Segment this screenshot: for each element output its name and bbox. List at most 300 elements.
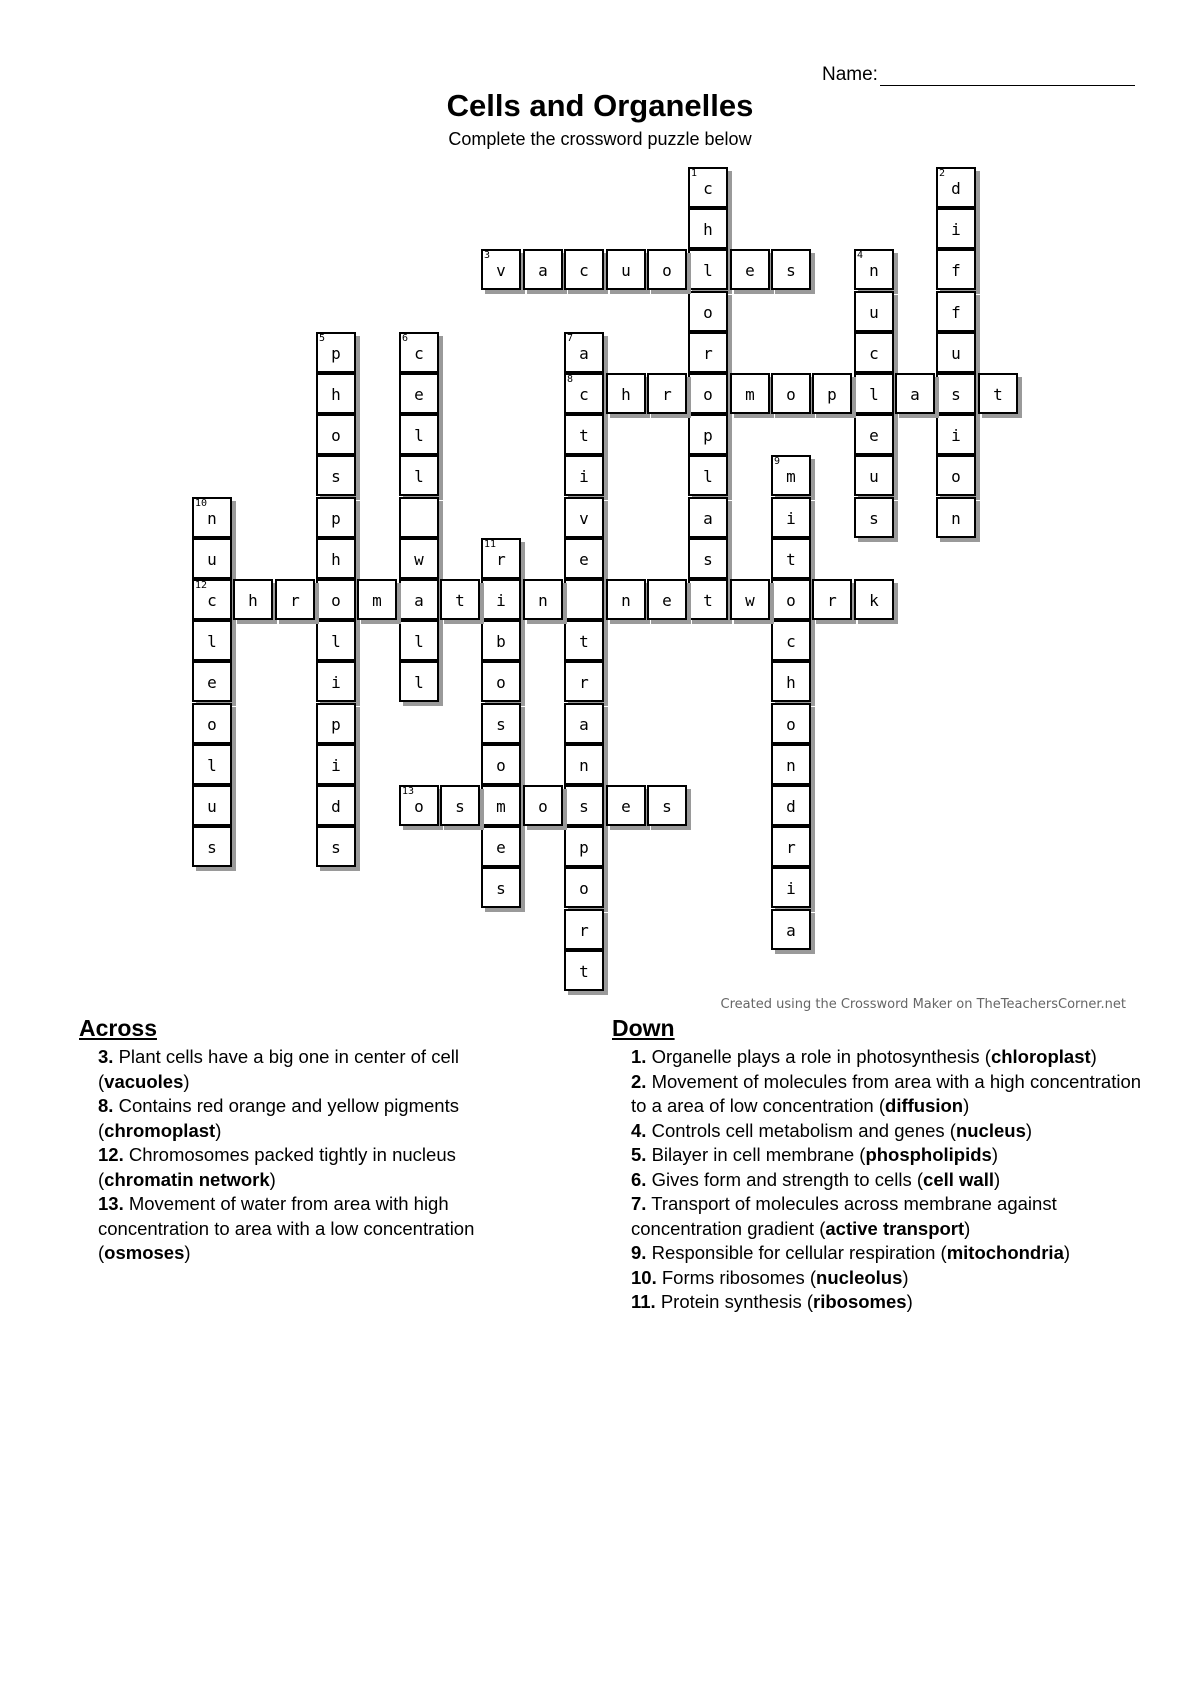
clue-text: Movement of water from area with high concentration to area with a low concentration ( (98, 1193, 475, 1263)
crossword-cell[interactable] (771, 703, 811, 744)
cell-letter: m (372, 591, 382, 610)
cell-letter: r (579, 921, 589, 940)
crossword-cell[interactable] (647, 373, 687, 414)
clue-number: 10. (631, 1266, 657, 1288)
crossword-cell[interactable] (316, 332, 356, 373)
crossword-cell[interactable] (936, 167, 976, 208)
clue-answer: chloroplast (990, 1046, 1091, 1067)
clue-number: 4 (857, 250, 864, 261)
crossword-cell[interactable] (192, 661, 232, 702)
crossword-cell[interactable] (771, 867, 811, 908)
cell-letter: v (579, 509, 589, 528)
clue-number: 3. (98, 1046, 114, 1067)
clue-answer: mitochondria (946, 1242, 1064, 1263)
crossword-cell[interactable] (854, 373, 894, 414)
clue-item (612, 1070, 1142, 1119)
cell-letter: c (579, 261, 589, 280)
cell-letter: h (621, 385, 631, 404)
cell-letter: p (331, 715, 341, 734)
cell-letter: f (951, 303, 961, 322)
crossword-cell[interactable] (481, 785, 521, 826)
clue-number: 12 (195, 580, 208, 591)
clue-number: 12. (98, 1144, 124, 1165)
cell-letter: m (496, 797, 506, 816)
cell-letter: p (579, 838, 589, 857)
crossword-cell[interactable] (647, 249, 687, 290)
cell-letter: i (331, 756, 341, 775)
cell-letter: i (786, 879, 796, 898)
clue-text: Controls cell metabolism and genes ( (646, 1119, 956, 1141)
cell-letter: v (496, 261, 506, 280)
clue-number: 1. (631, 1046, 647, 1067)
crossword-cell[interactable] (523, 785, 563, 826)
cell-letter: a (786, 921, 796, 940)
cell-letter: s (496, 715, 506, 734)
cell-letter: a (579, 344, 589, 363)
cell-letter: o (331, 426, 341, 445)
cell-letter: n (621, 591, 631, 610)
clue-close: ) (269, 1168, 276, 1190)
cell-letter: r (496, 550, 506, 569)
clue-text: Chromosomes packed tightly in nucleus ( (98, 1144, 456, 1190)
crossword-cell[interactable] (606, 785, 646, 826)
crossword-cell[interactable] (688, 167, 728, 208)
crossword-cell[interactable] (399, 332, 439, 373)
clue-answer: phospholipids (865, 1144, 992, 1165)
crossword-cell[interactable] (523, 249, 563, 290)
crossword-cell[interactable] (895, 373, 935, 414)
crossword-cell[interactable] (771, 579, 811, 620)
clue-item (79, 1143, 549, 1192)
crossword-cell[interactable] (564, 703, 604, 744)
clue-text: Bilayer in cell membrane ( (646, 1144, 866, 1165)
crossword-cell[interactable] (192, 620, 232, 661)
clue-item (612, 1143, 1142, 1168)
crossword-cell[interactable] (564, 867, 604, 908)
cell-letter: c (786, 632, 796, 651)
cell-letter: l (414, 426, 424, 445)
clue-item (612, 1266, 1142, 1291)
crossword-cell[interactable] (771, 661, 811, 702)
cell-letter: n (579, 756, 589, 775)
crossword-cell[interactable] (481, 867, 521, 908)
crossword-cell[interactable] (688, 208, 728, 249)
crossword-cell[interactable] (771, 620, 811, 661)
down-heading: Down (612, 1015, 675, 1041)
crossword-cell[interactable] (854, 497, 894, 538)
crossword-cell[interactable] (606, 579, 646, 620)
crossword-cell[interactable] (564, 249, 604, 290)
cell-letter: f (951, 261, 961, 280)
clue-number: 8. (98, 1095, 114, 1116)
crossword-cell[interactable] (192, 703, 232, 744)
cell-letter: e (621, 797, 631, 816)
cell-letter: e (414, 385, 424, 404)
clue-item (612, 1045, 1142, 1070)
cell-letter: t (703, 591, 713, 610)
crossword-cell[interactable] (316, 455, 356, 496)
cell-letter: o (207, 715, 217, 734)
cell-letter: s (786, 261, 796, 280)
cell-letter: l (703, 261, 713, 280)
cell-letter: o (786, 715, 796, 734)
crossword-cell[interactable] (316, 414, 356, 455)
crossword-cell[interactable] (812, 579, 852, 620)
clue-answer: cell wall (923, 1168, 994, 1190)
clue-number: 13. (98, 1193, 124, 1214)
clue-close: ) (963, 1095, 970, 1116)
crossword-cell[interactable] (564, 497, 604, 538)
cell-letter: l (869, 385, 879, 404)
crossword-cell[interactable] (564, 538, 604, 579)
cell-letter: k (869, 591, 879, 610)
crossword-cell[interactable] (936, 497, 976, 538)
crossword-cell[interactable] (192, 744, 232, 785)
clue-item (612, 1290, 1142, 1315)
clue-close: ) (1090, 1046, 1097, 1067)
clue-text: Gives form and strength to cells ( (646, 1168, 924, 1190)
cell-letter: d (331, 797, 341, 816)
clue-number: 2. (631, 1070, 647, 1092)
crossword-cell[interactable] (316, 497, 356, 538)
crossword-cell[interactable] (192, 826, 232, 867)
cell-letter: d (951, 179, 961, 198)
crossword-cell[interactable] (481, 249, 521, 290)
cell-letter: u (951, 344, 961, 363)
crossword-cell[interactable] (192, 538, 232, 579)
credit-text: Created using the Crossword Maker on TheTeachersCorner.net (720, 997, 1126, 1012)
crossword-cell[interactable] (688, 249, 728, 290)
page-subtitle: Complete the crossword puzzle below (448, 129, 752, 149)
cell-letter: t (993, 385, 1003, 404)
cell-letter: n (869, 261, 879, 280)
crossword-cell[interactable] (771, 538, 811, 579)
crossword-cell[interactable] (688, 373, 728, 414)
cell-letter: w (745, 591, 755, 610)
cell-letter: a (579, 715, 589, 734)
crossword-cell[interactable] (399, 373, 439, 414)
crossword-cell[interactable] (481, 620, 521, 661)
cell-letter: t (579, 962, 589, 981)
clue-number: 9. (631, 1242, 647, 1263)
cell-letter: i (579, 467, 589, 486)
crossword-cell[interactable] (564, 661, 604, 702)
cell-letter: l (414, 673, 424, 692)
crossword-cell[interactable] (730, 249, 770, 290)
cell-letter: u (869, 303, 879, 322)
crossword-cell[interactable] (978, 373, 1018, 414)
crossword-cell[interactable] (481, 661, 521, 702)
crossword-cell[interactable] (771, 785, 811, 826)
down-clue-list (612, 1045, 1142, 1315)
cell-letter: s (662, 797, 672, 816)
cell-letter: t (786, 550, 796, 569)
crossword-cell[interactable] (606, 373, 646, 414)
cell-letter: u (207, 797, 217, 816)
crossword-cell[interactable] (936, 414, 976, 455)
cell-letter: o (579, 879, 589, 898)
crossword-cell[interactable] (854, 579, 894, 620)
cell-letter: s (703, 550, 713, 569)
cell-letter: h (248, 591, 258, 610)
cell-letter: s (455, 797, 465, 816)
crossword-cell[interactable] (564, 826, 604, 867)
down-clues (612, 1015, 1142, 1315)
crossword-cell[interactable] (316, 785, 356, 826)
crossword-cell[interactable] (647, 785, 687, 826)
crossword-cell[interactable] (854, 414, 894, 455)
crossword-cell[interactable] (771, 249, 811, 290)
clue-close: ) (1063, 1242, 1071, 1263)
crossword-cell[interactable] (316, 579, 356, 620)
crossword-cell[interactable] (564, 579, 604, 620)
cell-letter: l (207, 756, 217, 775)
cell-letter: c (207, 591, 217, 610)
crossword-cell[interactable] (564, 909, 604, 950)
cell-letter: n (786, 756, 796, 775)
crossword-cell[interactable] (481, 826, 521, 867)
crossword-cell[interactable] (564, 414, 604, 455)
crossword-cell[interactable] (771, 826, 811, 867)
crossword-cell[interactable] (564, 950, 604, 991)
cell-letter: a (414, 591, 424, 610)
cell-letter: i (496, 591, 506, 610)
cell-letter: i (951, 426, 961, 445)
cell-letter: o (786, 591, 796, 610)
clue-number: 9 (774, 456, 781, 467)
crossword-cell[interactable] (316, 703, 356, 744)
crossword-cell[interactable] (192, 579, 232, 620)
cell-letter: s (207, 838, 217, 857)
cell-letter: s (331, 838, 341, 857)
clue-number: 4. (631, 1119, 647, 1141)
cell-letter: m (786, 467, 796, 486)
clue-close: ) (183, 1070, 190, 1092)
cell-letter: o (703, 303, 713, 322)
crossword-cell[interactable] (688, 332, 728, 373)
crossword-cell[interactable] (936, 249, 976, 290)
clue-number: 11. (631, 1291, 656, 1312)
clue-text: Organelle plays a role in photosynthesis ( (646, 1046, 991, 1067)
crossword-cell[interactable] (771, 373, 811, 414)
crossword-cell[interactable] (192, 497, 232, 538)
cell-letter: i (951, 220, 961, 239)
crossword-cell[interactable] (936, 332, 976, 373)
clue-number: 2 (939, 168, 946, 179)
crossword-cell[interactable] (771, 497, 811, 538)
cell-letter: s (579, 797, 589, 816)
clue-answer: chromoplast (104, 1119, 216, 1141)
cell-letter: p (331, 509, 341, 528)
cell-letter: s (951, 385, 961, 404)
across-clues (79, 1015, 549, 1266)
cell-letter: e (662, 591, 672, 610)
cell-letter: u (869, 467, 879, 486)
crossword-cell[interactable] (854, 291, 894, 332)
cell-letter: p (827, 385, 837, 404)
clue-text: Responsible for cellular respiration ( (646, 1242, 947, 1263)
cell-letter: a (703, 509, 713, 528)
clue-close: ) (215, 1119, 222, 1141)
cell-letter: c (869, 344, 879, 363)
crossword-cell[interactable] (399, 497, 439, 538)
crossword-cell[interactable] (440, 785, 480, 826)
cell-letter: c (579, 385, 589, 404)
crossword-cell[interactable] (481, 579, 521, 620)
cell-letter: d (786, 797, 796, 816)
crossword-cell[interactable] (771, 744, 811, 785)
crossword-cell[interactable] (688, 579, 728, 620)
clue-item (79, 1045, 549, 1094)
crossword-cell[interactable] (688, 291, 728, 332)
cell-letter: l (331, 632, 341, 651)
crossword-cell[interactable] (854, 455, 894, 496)
crossword-cell[interactable] (316, 744, 356, 785)
cell-letter: t (579, 426, 589, 445)
crossword-cell[interactable] (399, 620, 439, 661)
crossword-cell[interactable] (647, 579, 687, 620)
crossword-cell[interactable] (399, 661, 439, 702)
clue-answer: ribosomes (813, 1291, 907, 1312)
crossword-cell[interactable] (233, 579, 273, 620)
cell-letter: s (496, 879, 506, 898)
cell-letter: t (455, 591, 465, 610)
cell-letter: l (414, 632, 424, 651)
clue-text: Contains red orange and yellow pigments ( (98, 1095, 459, 1141)
clue-number: 3 (484, 250, 491, 261)
crossword-cell[interactable] (936, 208, 976, 249)
crossword-cell[interactable] (275, 579, 315, 620)
crossword-cell[interactable] (399, 414, 439, 455)
clue-item (612, 1192, 1142, 1241)
crossword-cell[interactable] (564, 373, 604, 414)
clue-close: ) (991, 1144, 999, 1165)
clue-text: Movement of molecules from area with a high concentration to a area of low concentration ( (631, 1070, 1142, 1116)
crossword-cell[interactable] (606, 249, 646, 290)
crossword-cell[interactable] (936, 373, 976, 414)
crossword-cell[interactable] (854, 249, 894, 290)
page-title: Cells and Organelles (446, 88, 754, 123)
crossword-cell[interactable] (523, 579, 563, 620)
crossword-cell[interactable] (564, 620, 604, 661)
cell-letter: o (538, 797, 548, 816)
cell-letter: r (662, 385, 672, 404)
clue-answer: chromatin network (104, 1168, 270, 1190)
crossword-cell[interactable] (936, 455, 976, 496)
clue-number: 10 (195, 498, 208, 509)
cell-letter: o (786, 385, 796, 404)
cell-letter: c (703, 179, 713, 198)
cell-letter: r (703, 344, 713, 363)
cell-letter: h (786, 673, 796, 692)
clue-close: ) (902, 1266, 909, 1288)
clue-answer: diffusion (885, 1095, 964, 1116)
crossword-cell[interactable] (192, 785, 232, 826)
crossword-cell[interactable] (399, 579, 439, 620)
cell-letter: e (745, 261, 755, 280)
crossword-cell[interactable] (481, 538, 521, 579)
cell-letter: o (662, 261, 672, 280)
crossword-cell[interactable] (688, 538, 728, 579)
crossword-cell[interactable] (854, 332, 894, 373)
cell-letter: n (207, 509, 217, 528)
clue-number: 6 (402, 333, 409, 344)
cell-letter: p (703, 426, 713, 445)
cell-letter: e (496, 838, 506, 857)
crossword-cell[interactable] (357, 579, 397, 620)
cell-letter: r (579, 673, 589, 692)
clue-answer: osmoses (104, 1242, 185, 1263)
crossword-cell[interactable] (316, 538, 356, 579)
clue-answer: vacuoles (104, 1070, 184, 1092)
clue-number: 13 (402, 786, 415, 797)
crossword-cell[interactable] (564, 332, 604, 373)
cell-letter: t (579, 632, 589, 651)
crossword-cell[interactable] (399, 785, 439, 826)
cell-letter: a (538, 261, 548, 280)
cell-letter: r (827, 591, 837, 610)
crossword-cell[interactable] (481, 703, 521, 744)
clue-text: Plant cells have a big one in center of cell ( (98, 1046, 459, 1092)
cell-letter: s (331, 467, 341, 486)
across-heading: Across (79, 1015, 157, 1041)
cell-letter: i (786, 509, 796, 528)
crossword-cell[interactable] (399, 455, 439, 496)
crossword-cell[interactable] (316, 826, 356, 867)
cell-letter: u (207, 550, 217, 569)
clue-item (79, 1192, 549, 1266)
clue-item (79, 1094, 549, 1143)
crossword-cell[interactable] (564, 455, 604, 496)
crossword-cell[interactable] (730, 373, 770, 414)
crossword-cell[interactable] (564, 785, 604, 826)
crossword-cell[interactable] (936, 291, 976, 332)
crossword-cell[interactable] (481, 744, 521, 785)
crossword-cell[interactable] (399, 538, 439, 579)
clue-close: ) (1025, 1119, 1033, 1141)
crossword-cell[interactable] (771, 455, 811, 496)
crossword-cell[interactable] (688, 455, 728, 496)
cell-letter: h (331, 550, 341, 569)
clue-number: 7. (631, 1193, 647, 1214)
crossword-cell[interactable] (316, 661, 356, 702)
crossword-cell[interactable] (771, 909, 811, 950)
clue-number: 11 (484, 539, 497, 550)
crossword-cell[interactable] (316, 620, 356, 661)
cell-letter: h (703, 220, 713, 239)
clue-number: 5 (319, 333, 326, 344)
clue-text: Protein synthesis ( (655, 1291, 814, 1312)
crossword-cell[interactable] (812, 373, 852, 414)
cell-letter: o (331, 591, 341, 610)
crossword-cell[interactable] (316, 373, 356, 414)
crossword-cell[interactable] (688, 497, 728, 538)
cell-letter: n (538, 591, 548, 610)
crossword-cell[interactable] (440, 579, 480, 620)
clue-number: 6. (631, 1168, 647, 1190)
cell-letter: o (703, 385, 713, 404)
crossword-cell[interactable] (564, 744, 604, 785)
clue-answer: nucleolus (816, 1266, 903, 1288)
clue-item (612, 1241, 1142, 1266)
across-clue-list (79, 1045, 549, 1266)
clue-item (612, 1168, 1142, 1193)
cell-letter: s (869, 509, 879, 528)
cell-letter: m (745, 385, 755, 404)
cell-letter: p (331, 344, 341, 363)
crossword-cell[interactable] (688, 414, 728, 455)
crossword-cell[interactable] (730, 579, 770, 620)
